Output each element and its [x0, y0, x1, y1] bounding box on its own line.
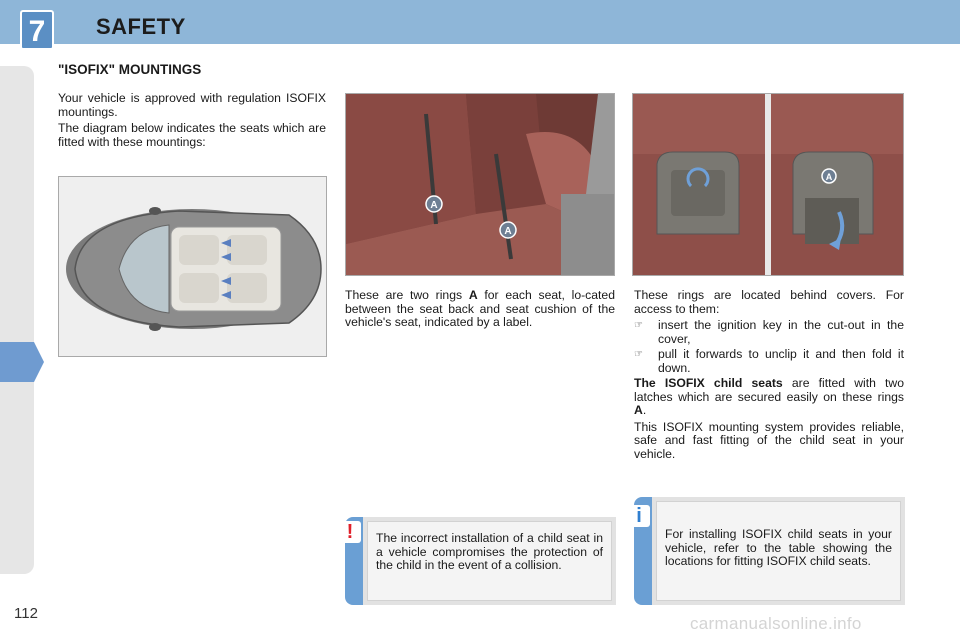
car-seat-diagram	[58, 176, 327, 357]
page-heading: "ISOFIX" MOUNTINGS	[58, 62, 202, 77]
page-number: 112	[14, 605, 38, 622]
ring-a-label-1: A	[430, 200, 438, 211]
warning-note	[345, 517, 616, 605]
section-title: SAFETY	[96, 14, 186, 39]
ring-a-label-3: A	[825, 172, 833, 182]
access-instructions: These rings are located behind covers. For access to them: ☞ insert the ignition key in the cut-out in the cover, ☞ pull it forwards to unclip it and then fold it down. The ISOFIX child seats are fitted with two latches which are secured easily on these rings A. This ISOFIX mounting system provides reliable, safe and fast fitting of the child seat in your vehicle.	[634, 288, 904, 461]
rings-description: These are two rings A for each seat, lo-cated between the seat back and seat cushion of the vehicle's seat, indicated by a label.	[345, 288, 615, 329]
ring-a-ref: A	[468, 288, 478, 302]
rear-seat-photo	[345, 93, 615, 276]
pointing-hand-icon: ☞	[634, 349, 643, 360]
chapter-number-badge: 7	[20, 10, 54, 50]
info-note	[634, 497, 905, 605]
chapter-tab[interactable]	[0, 342, 34, 382]
info-note-text: For installing ISOFIX child seats in your vehicle, refer to the table showing the locations for fitting ISOFIX child seats.	[656, 501, 901, 601]
pointing-hand-icon: ☞	[634, 320, 643, 331]
bullet-item: ☞ insert the ignition key in the cut-out in the cover,	[634, 318, 904, 346]
side-strip	[0, 66, 34, 574]
intro-paragraph-1: Your vehicle is approved with regulation ISOFIX mountings.	[58, 91, 326, 119]
info-icon: i	[628, 505, 650, 527]
isofix-benefit: This ISOFIX mounting system provides reliable, safe and fast fitting of the child seat in your vehicle.	[634, 419, 904, 461]
bullet-item: ☞ pull it forwards to unclip it and then fold it down.	[634, 347, 904, 375]
intro-text	[58, 92, 326, 152]
access-lead: These rings are located behind covers. For access to them:	[634, 288, 904, 316]
watermark: carmanualsonline.info	[690, 614, 862, 633]
warning-exclamation-icon: !	[339, 521, 361, 543]
warning-note-text: The incorrect installation of a child seat in a vehicle compromises the protection of the child in the event of a collision.	[367, 521, 612, 601]
cover-photos	[632, 93, 904, 276]
intro-paragraph-2: The diagram below indicates the seats which are fitted with these mountings:	[58, 121, 326, 149]
ring-a-label-2: A	[504, 226, 512, 237]
